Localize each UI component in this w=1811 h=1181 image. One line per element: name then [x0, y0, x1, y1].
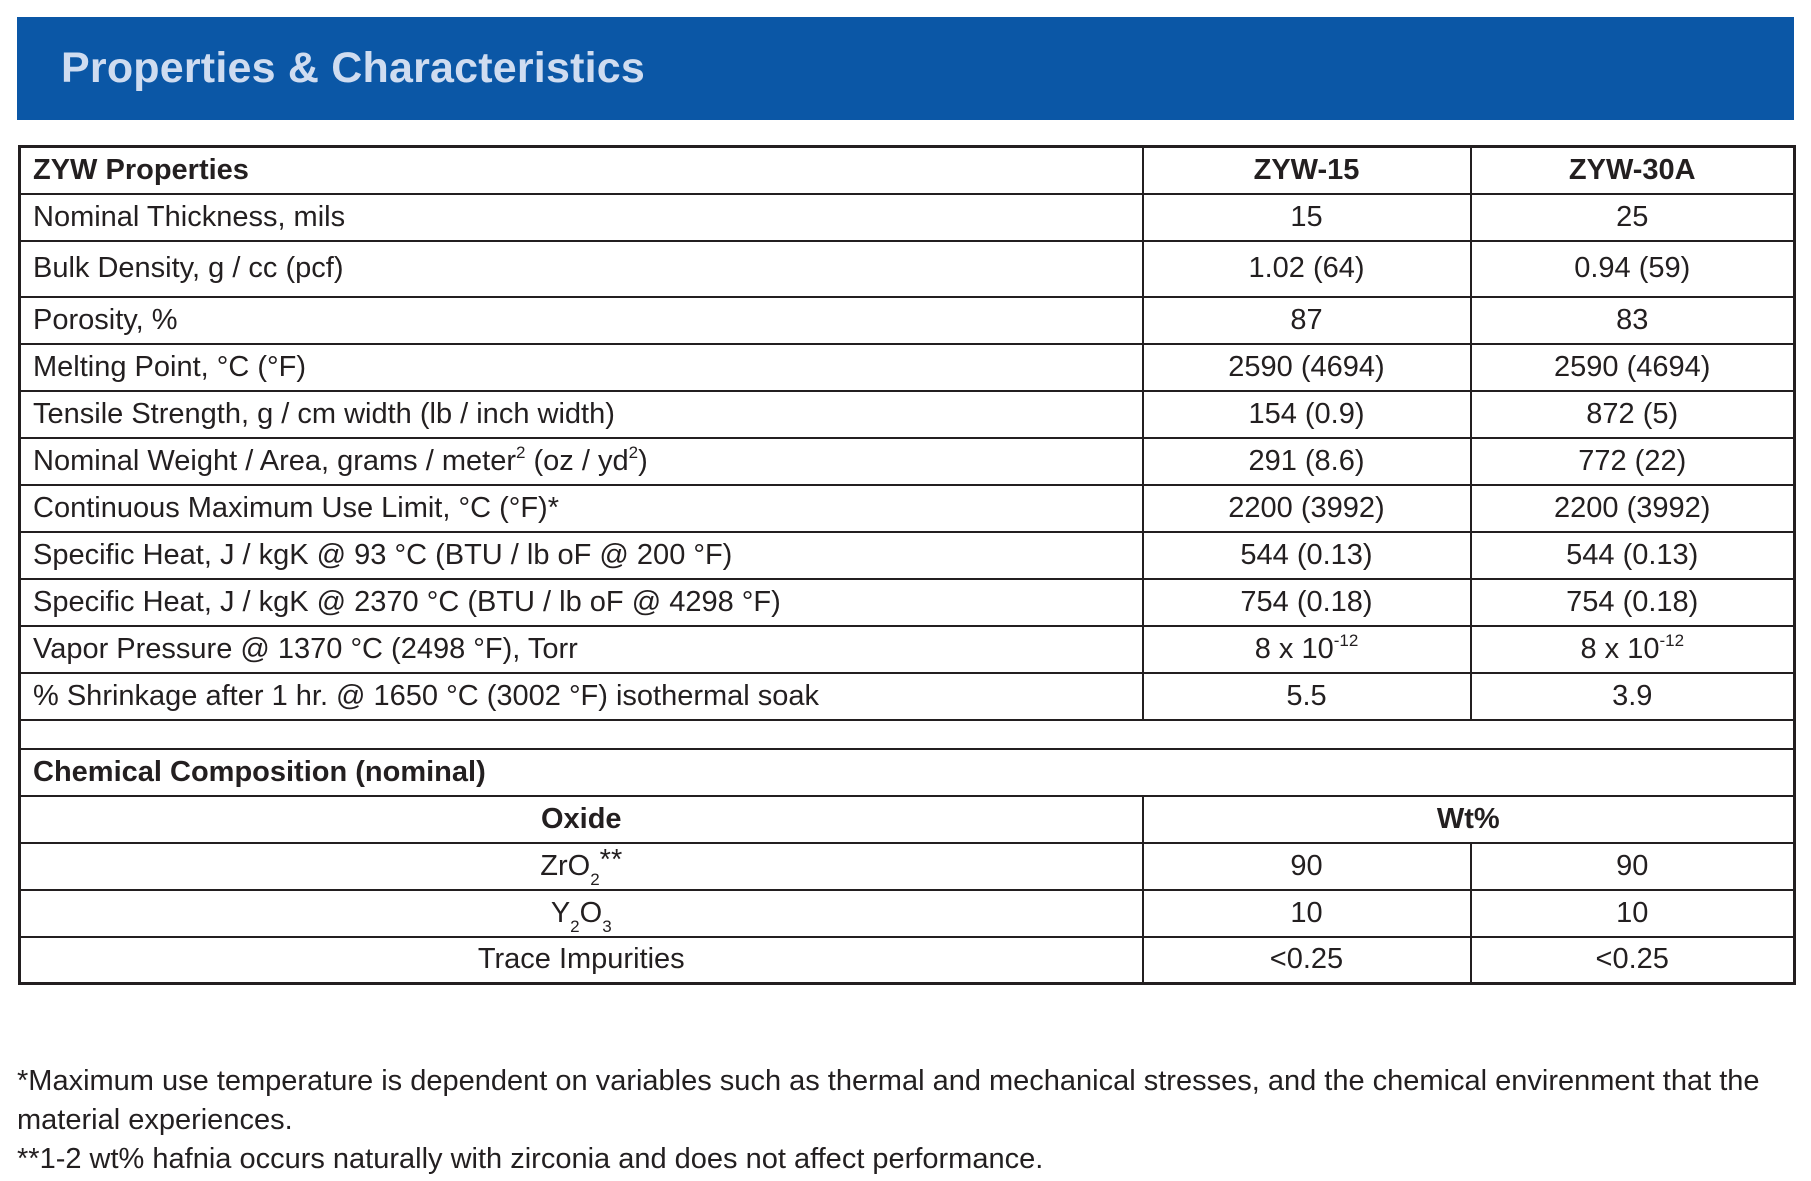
- zyw30a-value: 83: [1471, 297, 1795, 344]
- superscript: -12: [1333, 630, 1359, 650]
- property-label: Nominal Thickness, mils: [20, 194, 1143, 241]
- spacer-cell: [20, 720, 1795, 749]
- zyw15-value: 87: [1143, 297, 1471, 344]
- header-banner: [17, 17, 1794, 120]
- footnote: *Maximum use temperature is dependent on variables such as thermal and mechanical stresses, and the chemical envirenment that the material experiences.: [17, 1065, 1760, 1136]
- zyw15-value: <0.25: [1143, 937, 1471, 984]
- table-row: [20, 673, 1795, 720]
- footnote: **1-2 wt% hafnia occurs naturally with zirconia and does not affect performance.: [17, 1143, 1044, 1175]
- footnotes: [17, 1062, 1797, 1179]
- zyw30a-value: 2200 (3992): [1471, 485, 1795, 532]
- table-row: [20, 532, 1795, 579]
- table-row: [20, 194, 1795, 241]
- zyw15-value: 2200 (3992): [1143, 485, 1471, 532]
- subscript: 3: [602, 916, 612, 936]
- superscript: -12: [1659, 630, 1685, 650]
- page-title: Properties & Characteristics: [61, 44, 645, 92]
- zyw15-value: 544 (0.13): [1143, 532, 1471, 579]
- column-header-properties: ZYW Properties: [20, 147, 1143, 194]
- zyw30a-value: 0.94 (59): [1471, 241, 1795, 297]
- superscript: 2: [628, 442, 639, 462]
- property-label: Porosity, %: [20, 297, 1143, 344]
- table-row: [20, 579, 1795, 626]
- zyw15-value: 90: [1143, 843, 1471, 890]
- subscript: 2: [590, 869, 600, 889]
- column-header-zyw15: ZYW-15: [1143, 147, 1471, 194]
- table-row: [20, 937, 1795, 984]
- property-label: [20, 438, 1143, 485]
- oxide-label: [20, 890, 1143, 937]
- zyw15-value: 1.02 (64): [1143, 241, 1471, 297]
- column-header-zyw30a: ZYW-30A: [1471, 147, 1795, 194]
- table-row: [20, 438, 1795, 485]
- zyw15-value: 5.5: [1143, 673, 1471, 720]
- spacer-row: [20, 720, 1795, 749]
- table-row: [20, 626, 1795, 673]
- zyw15-value: 291 (8.6): [1143, 438, 1471, 485]
- zyw30a-value: <0.25: [1471, 937, 1795, 984]
- property-label-text: ): [638, 444, 648, 477]
- oxide-text: O: [579, 896, 603, 929]
- property-label: Vapor Pressure @ 1370 °C (2498 °F), Torr: [20, 626, 1143, 673]
- property-label: Continuous Maximum Use Limit, °C (°F)*: [20, 485, 1143, 532]
- zyw30a-value: 2590 (4694): [1471, 344, 1795, 391]
- zyw15-value: 2590 (4694): [1143, 344, 1471, 391]
- table-row: [20, 344, 1795, 391]
- oxide-label: Trace Impurities: [20, 937, 1143, 984]
- property-label-text: Nominal Weight / Area, grams / meter: [33, 444, 516, 477]
- oxide-text: **: [599, 843, 623, 876]
- zyw30a-value: 772 (22): [1471, 438, 1795, 485]
- zyw30a-value: 25: [1471, 194, 1795, 241]
- property-label: % Shrinkage after 1 hr. @ 1650 °C (3002 °F) isothermal soak: [20, 673, 1143, 720]
- table-row: [20, 890, 1795, 937]
- composition-title: Chemical Composition (nominal): [20, 749, 1795, 796]
- oxide-label: [20, 843, 1143, 890]
- oxide-header: Oxide: [20, 796, 1143, 843]
- zyw30a-value: 544 (0.13): [1471, 532, 1795, 579]
- table-row: [20, 843, 1795, 890]
- property-label: Specific Heat, J / kgK @ 2370 °C (BTU / lb oF @ 4298 °F): [20, 579, 1143, 626]
- oxide-text: Y: [550, 896, 571, 929]
- property-label-text: (oz / yd: [525, 444, 629, 477]
- table-row: [20, 391, 1795, 438]
- value-text: 8 x 10: [1254, 632, 1334, 665]
- properties-table: [18, 145, 1796, 985]
- composition-header-row: [20, 796, 1795, 843]
- oxide-text: ZrO: [540, 849, 591, 882]
- zyw30a-value: [1471, 626, 1795, 673]
- zyw30a-value: 10: [1471, 890, 1795, 937]
- zyw15-value: 15: [1143, 194, 1471, 241]
- table-header-row: [20, 147, 1795, 194]
- property-label: Tensile Strength, g / cm width (lb / inch width): [20, 391, 1143, 438]
- table-row: [20, 297, 1795, 344]
- wt-percent-header: Wt%: [1143, 796, 1795, 843]
- zyw30a-value: 3.9: [1471, 673, 1795, 720]
- property-label: Specific Heat, J / kgK @ 93 °C (BTU / lb oF @ 200 °F): [20, 532, 1143, 579]
- zyw15-value: [1143, 626, 1471, 673]
- table-row: [20, 241, 1795, 297]
- composition-title-row: [20, 749, 1795, 796]
- subscript: 2: [570, 916, 580, 936]
- zyw30a-value: 90: [1471, 843, 1795, 890]
- value-text: 8 x 10: [1580, 632, 1660, 665]
- property-label: Bulk Density, g / cc (pcf): [20, 241, 1143, 297]
- table-row: [20, 485, 1795, 532]
- zyw15-value: 10: [1143, 890, 1471, 937]
- superscript: 2: [515, 442, 526, 462]
- property-label: Melting Point, °C (°F): [20, 344, 1143, 391]
- zyw15-value: 754 (0.18): [1143, 579, 1471, 626]
- zyw30a-value: 872 (5): [1471, 391, 1795, 438]
- zyw15-value: 154 (0.9): [1143, 391, 1471, 438]
- zyw30a-value: 754 (0.18): [1471, 579, 1795, 626]
